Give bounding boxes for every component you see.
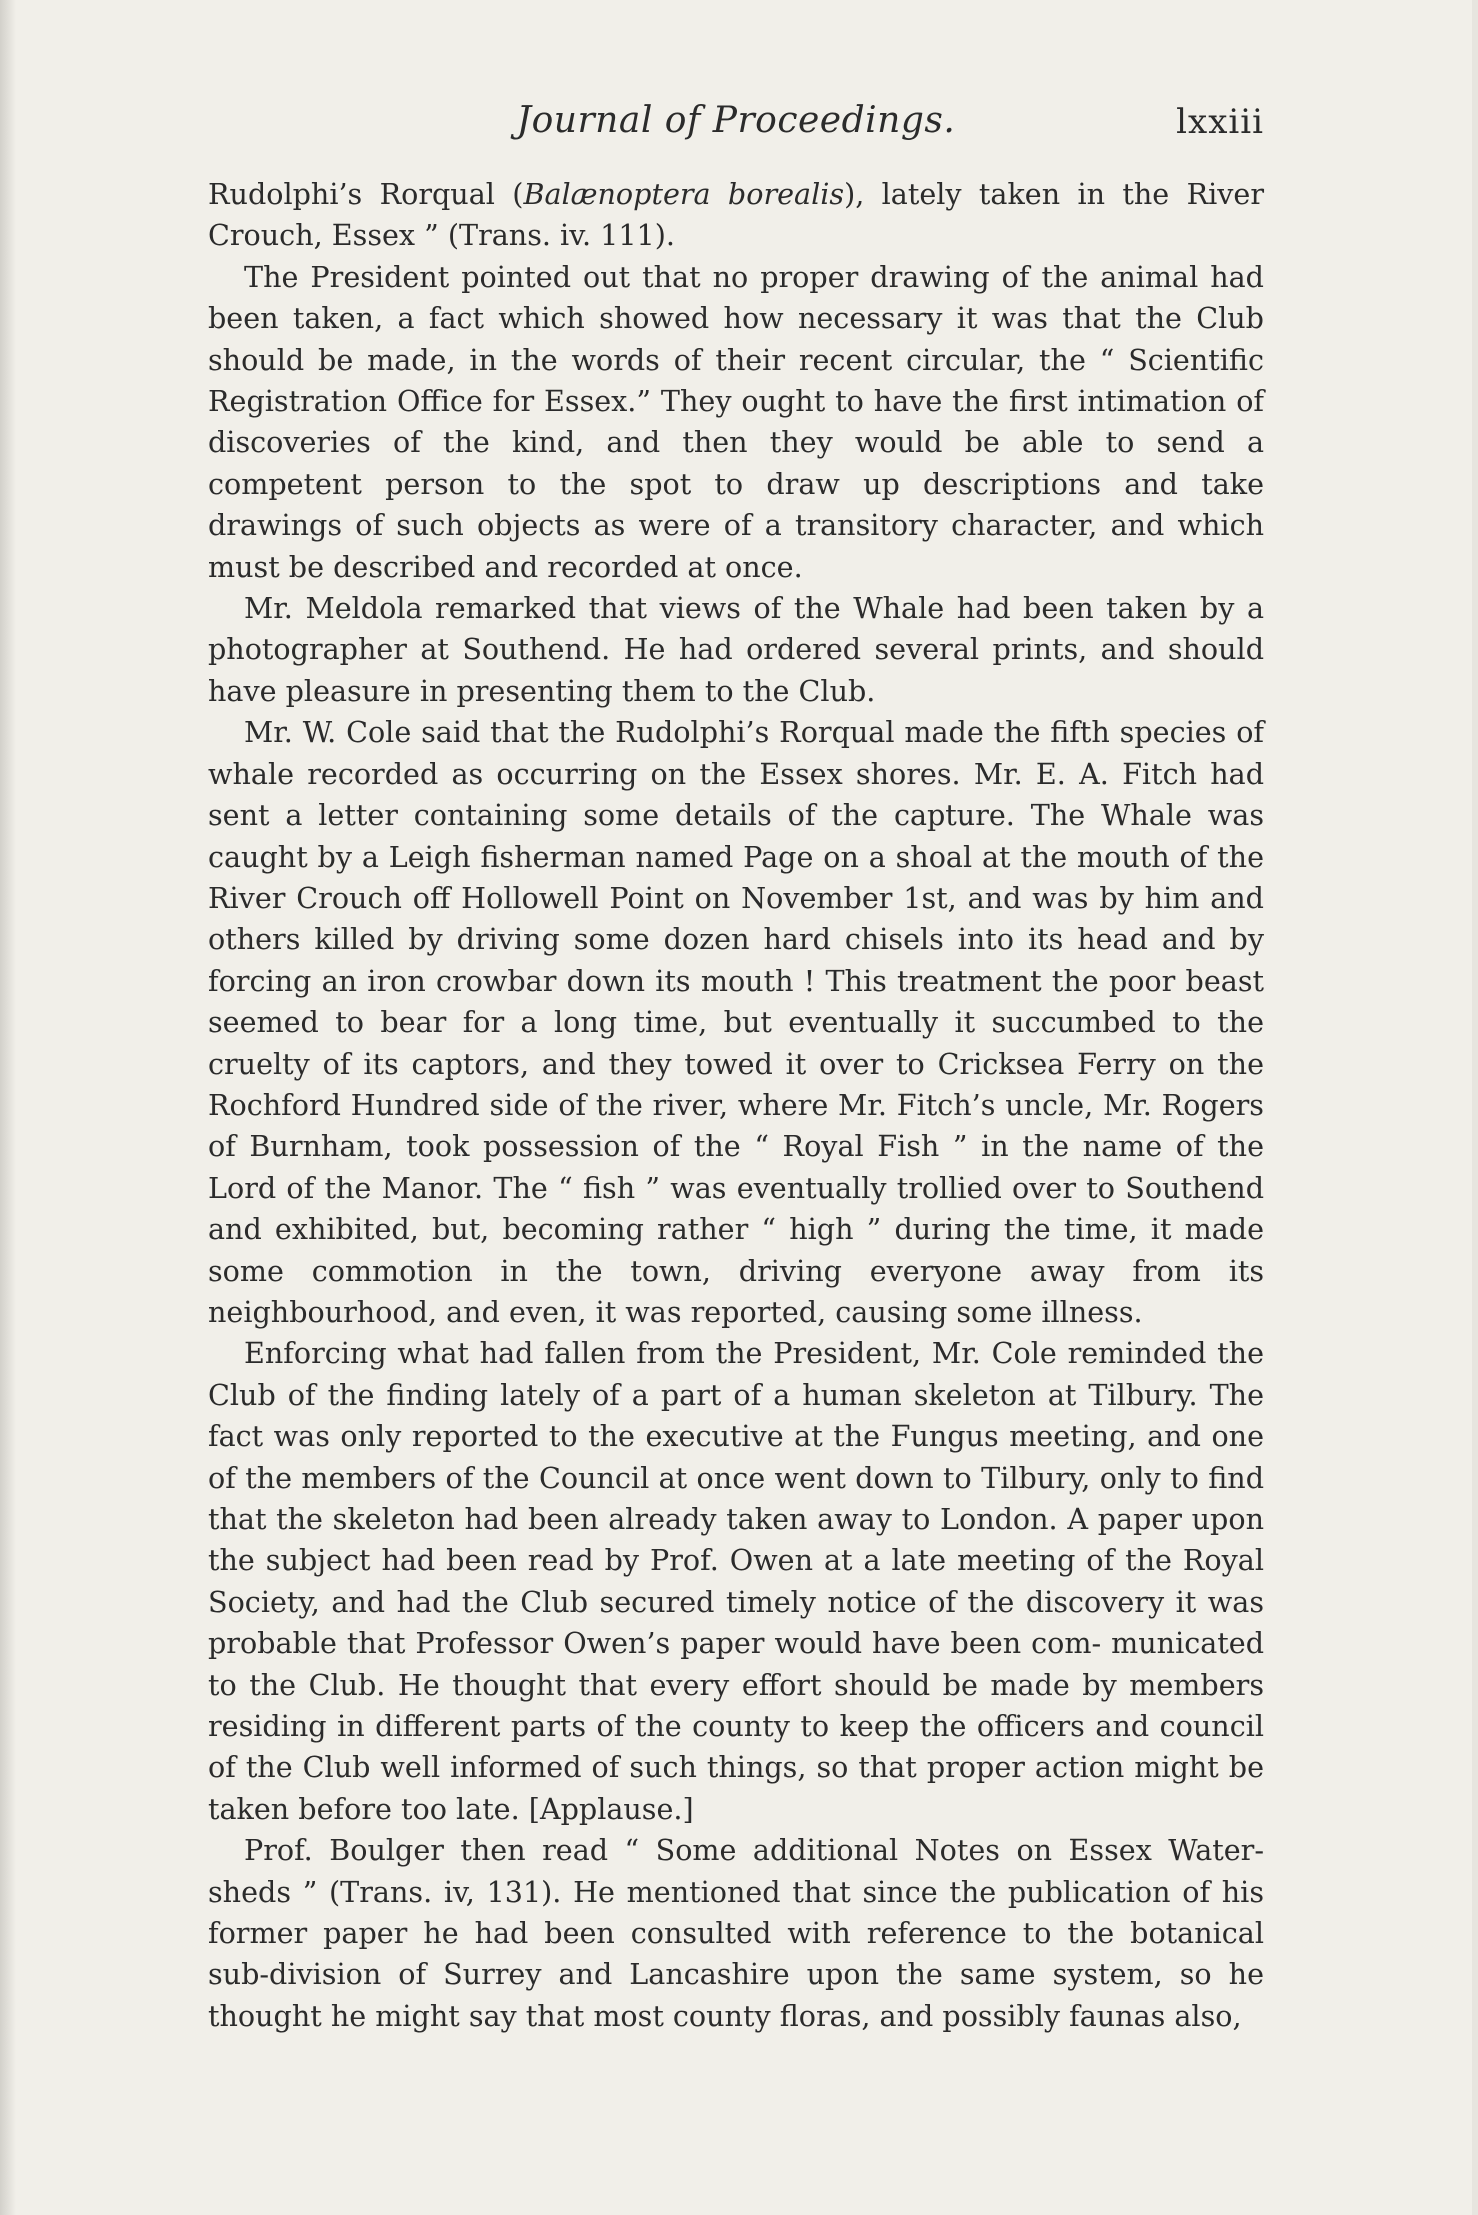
- body-text: [208, 174, 1264, 2037]
- paragraph: [208, 1830, 1264, 2037]
- running-title: Journal of Proceedings.: [516, 100, 956, 141]
- page-edge-right: [1472, 0, 1478, 2215]
- paragraph-text: Prof. Boulger then read “ Some additional Notes on Essex Water- sheds ” (Trans. iv, 131). He mentioned that since the publication of his former paper he had been consulted with reference to the botanical sub-division of Surrey and Lancashire upon the same system, so he thought he might say that most county floras, and possibly faunas also,: [208, 1833, 1264, 2033]
- paragraph: [208, 1333, 1264, 1830]
- italic-text: Balænoptera borealis: [523, 177, 845, 211]
- paragraph-text: Rudolphi’s Rorqual (: [208, 177, 524, 211]
- paragraph-text: Mr. Meldola remarked that views of the Whale had been taken by a photographer at Southend. He had ordered several prints, and should have pleasure in presenting them to the Club.: [208, 591, 1264, 708]
- paragraph-text: Mr. W. Cole said that the Rudolphi’s Rorqual made the fifth species of whale recorded as occurring on the Essex shores. Mr. E. A. Fitch had sent a letter containing some details of the capture. The Whale was caught by a Leigh fisherman named Page on a shoal at the mouth of the River Crouch off Hollowell Point on November 1st, and was by him and others killed by driving some dozen hard chisels into its head and by forcing an iron crowbar down its mouth ! This treatment the poor beast seemed to bear for a long time, but eventually it succumbed to the cruelty of its captors, and they towed it over to Cricksea Ferry on the Rochford Hundred side of the river, where Mr. Fitch’s uncle, Mr. Rogers of Burnham, took possession of the “ Royal Fish ” in the name of the Lord of the Manor. The “ fish ” was eventually trollied over to Southend and exhibited, but, becoming rather “ high ” during the time, it made some commotion in the town, driving everyone away from its neighbourhood, and even, it was reported, causing some illness.: [208, 715, 1264, 1329]
- page-edge-shadow: [0, 0, 16, 2215]
- page-number: lxxiii: [1176, 102, 1264, 142]
- paragraph: [208, 588, 1264, 712]
- paragraph-text: Enforcing what had fallen from the President, Mr. Cole reminded the Club of the finding lately of a part of a human skeleton at Tilbury. The fact was only reported to the executive at the Fungus meeting, and one of the members of the Council at once went down to Tilbury, only to find that the skeleton had been already taken away to London. A paper upon the subject had been read by Prof. Owen at a late meeting of the Royal Society, and had the Club secured timely notice of the discovery it was probable that Professor Owen’s paper would have been com- municated to the Club. He thought that every effort should be made by members residing in different parts of the county to keep the officers and council of the Club well informed of such things, so that proper action might be taken before too late. [Applause.]: [208, 1336, 1264, 1826]
- paragraph: [208, 712, 1264, 1333]
- paragraph-text: ), lately taken in the River Crouch, Essex ” (Trans. iv. 111).: [208, 177, 1264, 253]
- paragraph: [208, 257, 1264, 588]
- paragraph: [208, 174, 1264, 257]
- paragraph-text: The President pointed out that no proper drawing of the animal had been taken, a fact which showed how necessary it was that the Club should be made, in the words of their recent circular, the “ Scientific Registration Office for Essex.” They ought to have the first intimation of discoveries of the kind, and then they would be able to send a competent person to the spot to draw up descriptions and take drawings of such objects as were of a transitory character, and which must be described and recorded at once.: [208, 259, 1264, 584]
- page-header: [208, 100, 1264, 160]
